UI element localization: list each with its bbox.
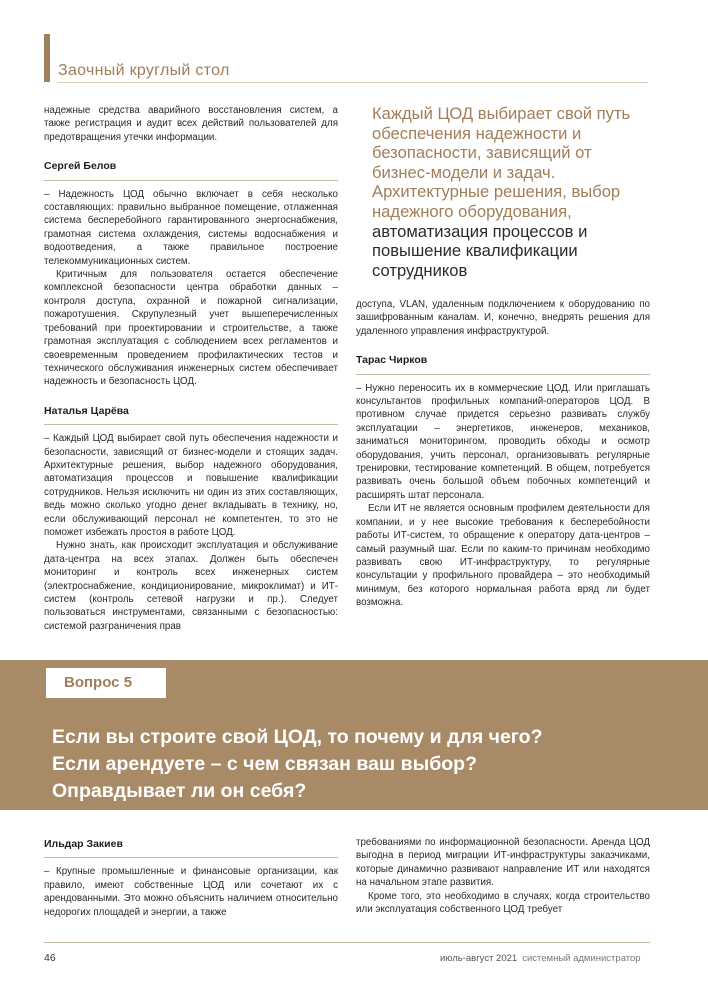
header-divider xyxy=(58,82,648,83)
tsareva-paragraph-2: Нужно знать, как происходит эксплуатация и обслуживание дата-центра на всех этапах. Должен быть обеспечен мониторинг и контроль всех инженерных систем (электроснабжение, кондиционирование, микроклимат) и ИТ-систем (контроль сетевой нагрузки и пр.). Следует пользоваться инструментами, связанными с безопасностью: системой разграничения прав xyxy=(44,540,338,632)
right-column xyxy=(356,298,650,610)
question-label: Вопрос 5 xyxy=(64,674,133,691)
question-text xyxy=(52,724,672,805)
pull-quote-dark: автоматизация процессов и повышение квалификации сотрудников xyxy=(372,221,588,280)
footer-issue xyxy=(440,953,641,964)
question-line-3: Оправдывает ли он себя? xyxy=(52,780,307,802)
section-marker-bar xyxy=(44,34,50,82)
tsareva-paragraph-1: – Каждый ЦОД выбирает свой путь обеспечения надежности и безопасности, зависящий от бизнес-модели и стоящих задач. Архитектурные решения, выбор надежного оборудования, автоматизация процессов и повышение квалификации сотрудников. Нельзя исключить ни один из этих составляющих, ведь можно сколько угодно денег вкладывать в технику, но, если обслуживающий персонал не компетентен, то это не поможет избежать простоя в работе ЦОД. xyxy=(44,433,338,538)
speaker-name-chirkov: Тарас Чирков xyxy=(356,354,650,374)
chirkov-paragraph-2: Если ИТ не является основным профилем деятельности для компании, и у нее высокие требования к бесперебойности работы ИТ-систем, то обращение к оператору дата-центров – самый разумный шаг. Если по каким-то причинам необходимо развивать свою ИТ-инфраструктуру, то регулярные консультации у профильного провайдера – это необходимый минимум, без которого нормальная работа вряд ли будет возможна. xyxy=(356,503,650,609)
speaker-name-tsareva: Наталья Царёва xyxy=(44,405,338,425)
page-number: 46 xyxy=(44,952,56,964)
speaker-name-zakiev: Ильдар Закиев xyxy=(44,838,338,858)
continuation-paragraph: доступа, VLAN, удаленным подключением к оборудованию по зашифрованным каналам. И, конечно, внедрять решения для удаленного управления инфраструктурой. xyxy=(356,299,650,337)
belov-paragraph-2: Критичным для пользователя остается обеспечение комплексной безопасности центра обработки данных – контроля доступа, охранной и пожарной сигнализации, пожаротушения. Скрупулезный учет вышеперечисленных требований при проектировании и строительстве, а также грамотная эксплуатация с соблюдением всех регламентов и своевременным проведением профилактических тестов и технического обслуживания инженерных систем обеспечивает надежность и безопасность ЦОД. xyxy=(44,269,338,388)
pull-quote-accent: Каждый ЦОД выбирает свой путь обеспечения надежности и безопасности, зависящий от бизнес-модели и задач. Архитектурные решения, выбор надежного оборудования, xyxy=(372,104,631,221)
magazine-name: системный администратор xyxy=(522,953,641,964)
zakiev-continuation: требованиями по информационной безопасности. Аренда ЦОД выгодна в период миграции ИТ-инфраструктуры заказчиками, которые динамично развивают направление ИТ или находятся на начальном этапе развития. xyxy=(356,837,650,889)
speaker-name-belov: Сергей Белов xyxy=(44,160,338,180)
footer-divider xyxy=(44,942,650,943)
bottom-left-column xyxy=(44,838,338,919)
pull-quote xyxy=(372,104,652,280)
section-title: Заочный круглый стол xyxy=(58,62,230,79)
question-line-2: Если арендуете – с чем связан ваш выбор? xyxy=(52,753,478,775)
question-line-1: Если вы строите свой ЦОД, то почему и для чего? xyxy=(52,726,543,748)
left-column xyxy=(44,104,338,633)
chirkov-paragraph-1: – Нужно переносить их в коммерческие ЦОД. Или приглашать консультантов профильных компаний-операторов ЦОД. В противном случае придется серьезно развивать службу эксплуатации – энергетиков, инженеров, механиков, заниматься мониторингом, проводить обходы и осмотр оборудования, учить персонал, организовывать регулярные тренировки, тестирование компетенций. В общем, потребуется развивать очень большой объем побочных компетенций и расширять штат персонала. xyxy=(356,382,650,501)
zakiev-paragraph-2: Кроме того, это необходимо в случаях, когда строительство или эксплуатация собственного ЦОД требует xyxy=(356,890,650,916)
bottom-right-column xyxy=(356,836,650,916)
zakiev-paragraph-1: – Крупные промышленные и финансовые организации, как правило, имеют собственные ЦОД или сочетают их с арендованными. Это можно объяснить наличием относительно недорогих площадей и энергии, а также xyxy=(44,866,338,918)
belov-paragraph-1: – Надежность ЦОД обычно включает в себя несколько составляющих: правильно выбранное помещение, отлаженная система бесперебойного гарантированного энергоснабжения, грамотная система охлаждения, системы водоснабжения и водоотведения, а также правильное построение телекоммуникационных систем. xyxy=(44,188,338,267)
issue-date: июль-август 2021 xyxy=(440,953,518,964)
intro-paragraph: надежные средства аварийного восстановления систем, а также регистрация и аудит всех действий пользователей для предотвращения утечки информации. xyxy=(44,105,338,143)
